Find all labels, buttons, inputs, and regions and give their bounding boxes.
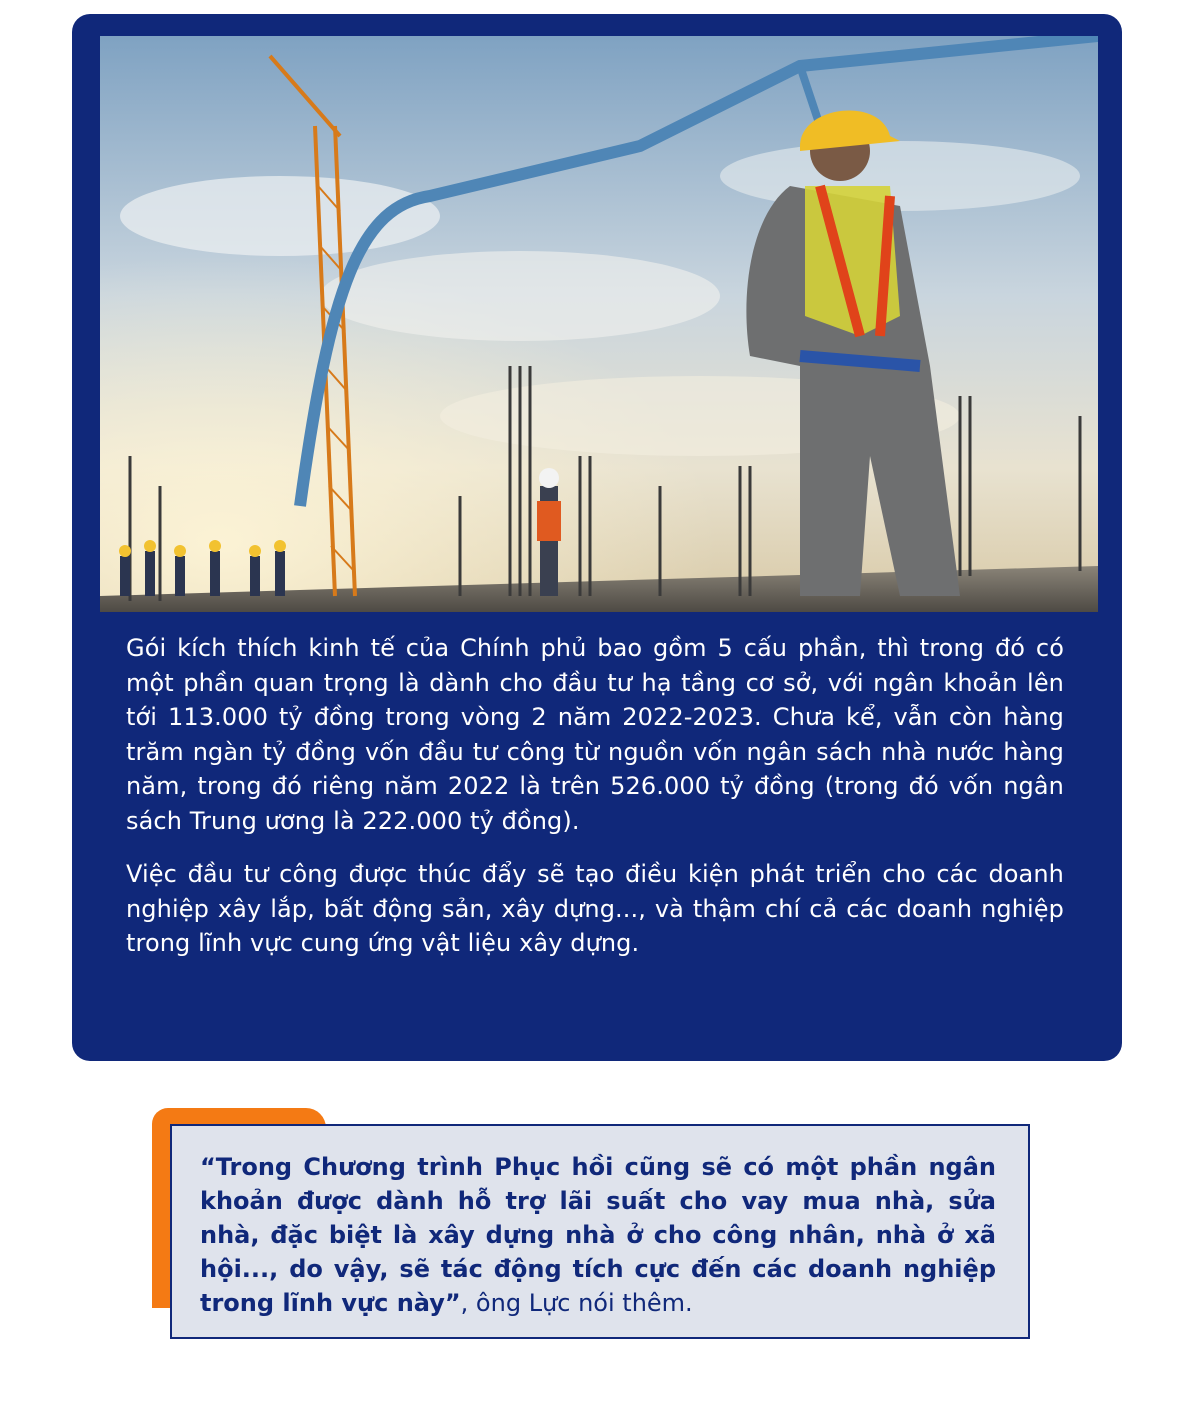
construction-site-photo [100,36,1098,612]
paragraph-1: Gói kích thích kinh tế của Chính phủ bao gồm 5 cấu phần, thì trong đó có một phần quan trọng là dành cho đầu tư hạ tầng cơ sở, với ngân khoản lên tới 113.000 tỷ đồng trong vòng 2 năm 2022-2023. Chưa kể, vẫn còn hàng trăm ngàn tỷ đồng vốn đầu tư công từ nguồn vốn ngân sách nhà nước hàng năm, trong đó riêng năm 2022 là trên 526.000 tỷ đồng (trong đó vốn ngân sách Trung ương là 222.000 tỷ đồng). [126,634,1064,835]
content-card [72,14,1122,1061]
photo-illustration [100,36,1098,612]
quote-text [200,1150,996,1320]
article-body [126,631,1064,980]
paragraph-2: Việc đầu tư công được thúc đẩy sẽ tạo điều kiện phát triển cho các doanh nghiệp xây lắp, bất động sản, xây dựng..., và thậm chí cả các doanh nghiệp trong lĩnh vực cung ứng vật liệu xây dựng. [126,860,1064,957]
quote-box [170,1124,1030,1339]
quote-attribution: , ông Lực nói thêm. [460,1289,693,1317]
quote-statement: “Trong Chương trình Phục hồi cũng sẽ có một phần ngân khoản được dành hỗ trợ lãi suất cho vay mua nhà, sửa nhà, đặc biệt là xây dựng nhà ở cho công nhân, nhà ở xã hội..., do vậy, sẽ tác động tích cực đến các doanh nghiệp trong lĩnh vực này” [200,1153,996,1317]
